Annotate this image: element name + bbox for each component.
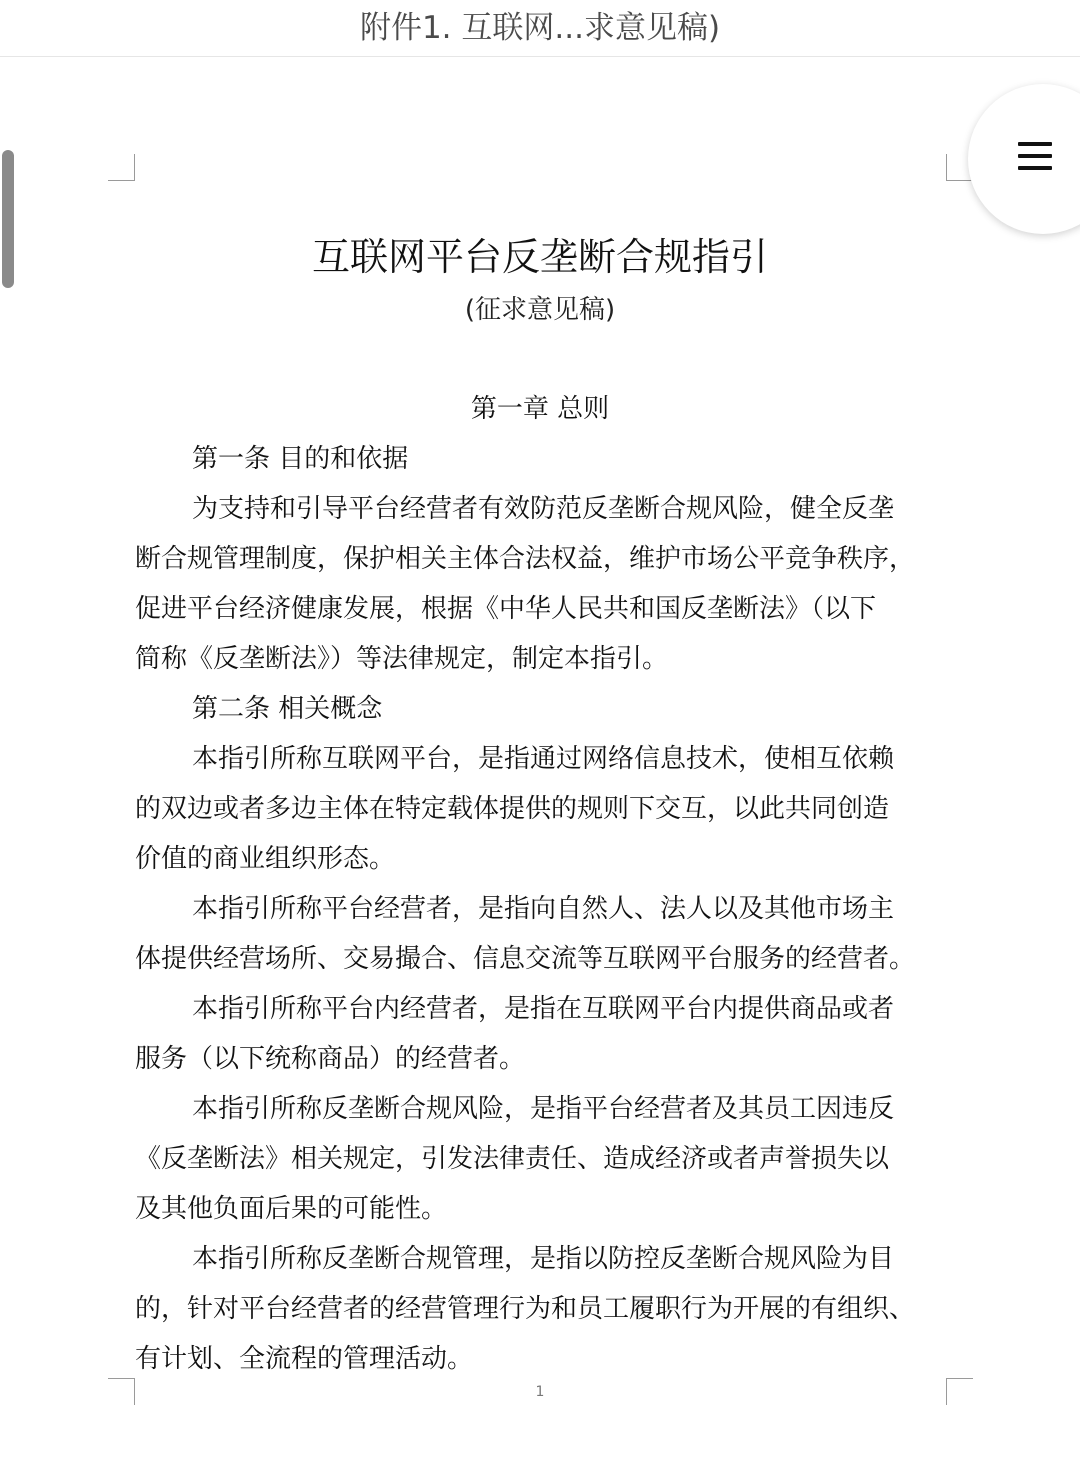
- doc-title: 互联网平台反垄断合规指引: [311, 235, 768, 279]
- page-number: 1: [535, 1384, 545, 1400]
- doc-body: [135, 384, 945, 1384]
- doc-subtitle: (征求意见稿): [464, 295, 616, 325]
- paragraph-line: 体提供经营场所、交易撮合、信息交流等互联网平台服务的经营者。: [135, 944, 916, 974]
- paragraph-line: 服务（以下统称商品）的经营者。: [135, 1044, 526, 1074]
- paragraph-line: 有计划、全流程的管理活动。: [135, 1344, 474, 1374]
- menu-icon: [1018, 139, 1052, 173]
- crop-mark-top-left: [108, 154, 135, 181]
- chapter-heading: 第一章 总则: [470, 394, 610, 424]
- paragraph-line: 本指引所称平台内经营者，是指在互联网平台内提供商品或者: [192, 994, 895, 1024]
- paragraph-line: 价值的商业组织形态。: [135, 844, 396, 874]
- title-bar: [0, 0, 1080, 57]
- article-heading: 第一条 目的和依据: [192, 444, 409, 474]
- article-heading: 第二条 相关概念: [192, 694, 383, 724]
- paragraph-line: 为支持和引导平台经营者有效防范反垄断合规风险，健全反垄: [192, 494, 895, 524]
- paragraph-line: 本指引所称互联网平台，是指通过网络信息技术，使相互依赖: [192, 744, 895, 774]
- paragraph-line: 断合规管理制度，保护相关主体合法权益，维护市场公平竞争秩序，: [135, 544, 916, 574]
- paragraph-line: 本指引所称平台经营者，是指向自然人、法人以及其他市场主: [192, 894, 895, 924]
- paragraph-line: 促进平台经济健康发展，根据《中华人民共和国反垄断法》（以下: [135, 594, 877, 624]
- paragraph-line: 的，针对平台经营者的经营管理行为和员工履职行为开展的有组织、: [135, 1294, 916, 1324]
- paragraph-line: 本指引所称反垄断合规管理，是指以防控反垄断合规风险为目: [192, 1244, 895, 1274]
- document-page: [0, 56, 1080, 1473]
- paragraph-line: 《反垄断法》相关规定，引发法律责任、造成经济或者声誉损失以: [135, 1144, 890, 1174]
- paragraph-line: 简称《反垄断法》）等法律规定，制定本指引。: [135, 644, 669, 674]
- document-title-header: 附件1. 互联网...求意见稿): [359, 10, 721, 46]
- paragraph-line: 本指引所称反垄断合规风险，是指平台经营者及其员工因违反: [192, 1094, 895, 1124]
- paragraph-line: 及其他负面后果的可能性。: [135, 1194, 448, 1224]
- paragraph-line: 的双边或者多边主体在特定载体提供的规则下交互，以此共同创造: [135, 794, 890, 824]
